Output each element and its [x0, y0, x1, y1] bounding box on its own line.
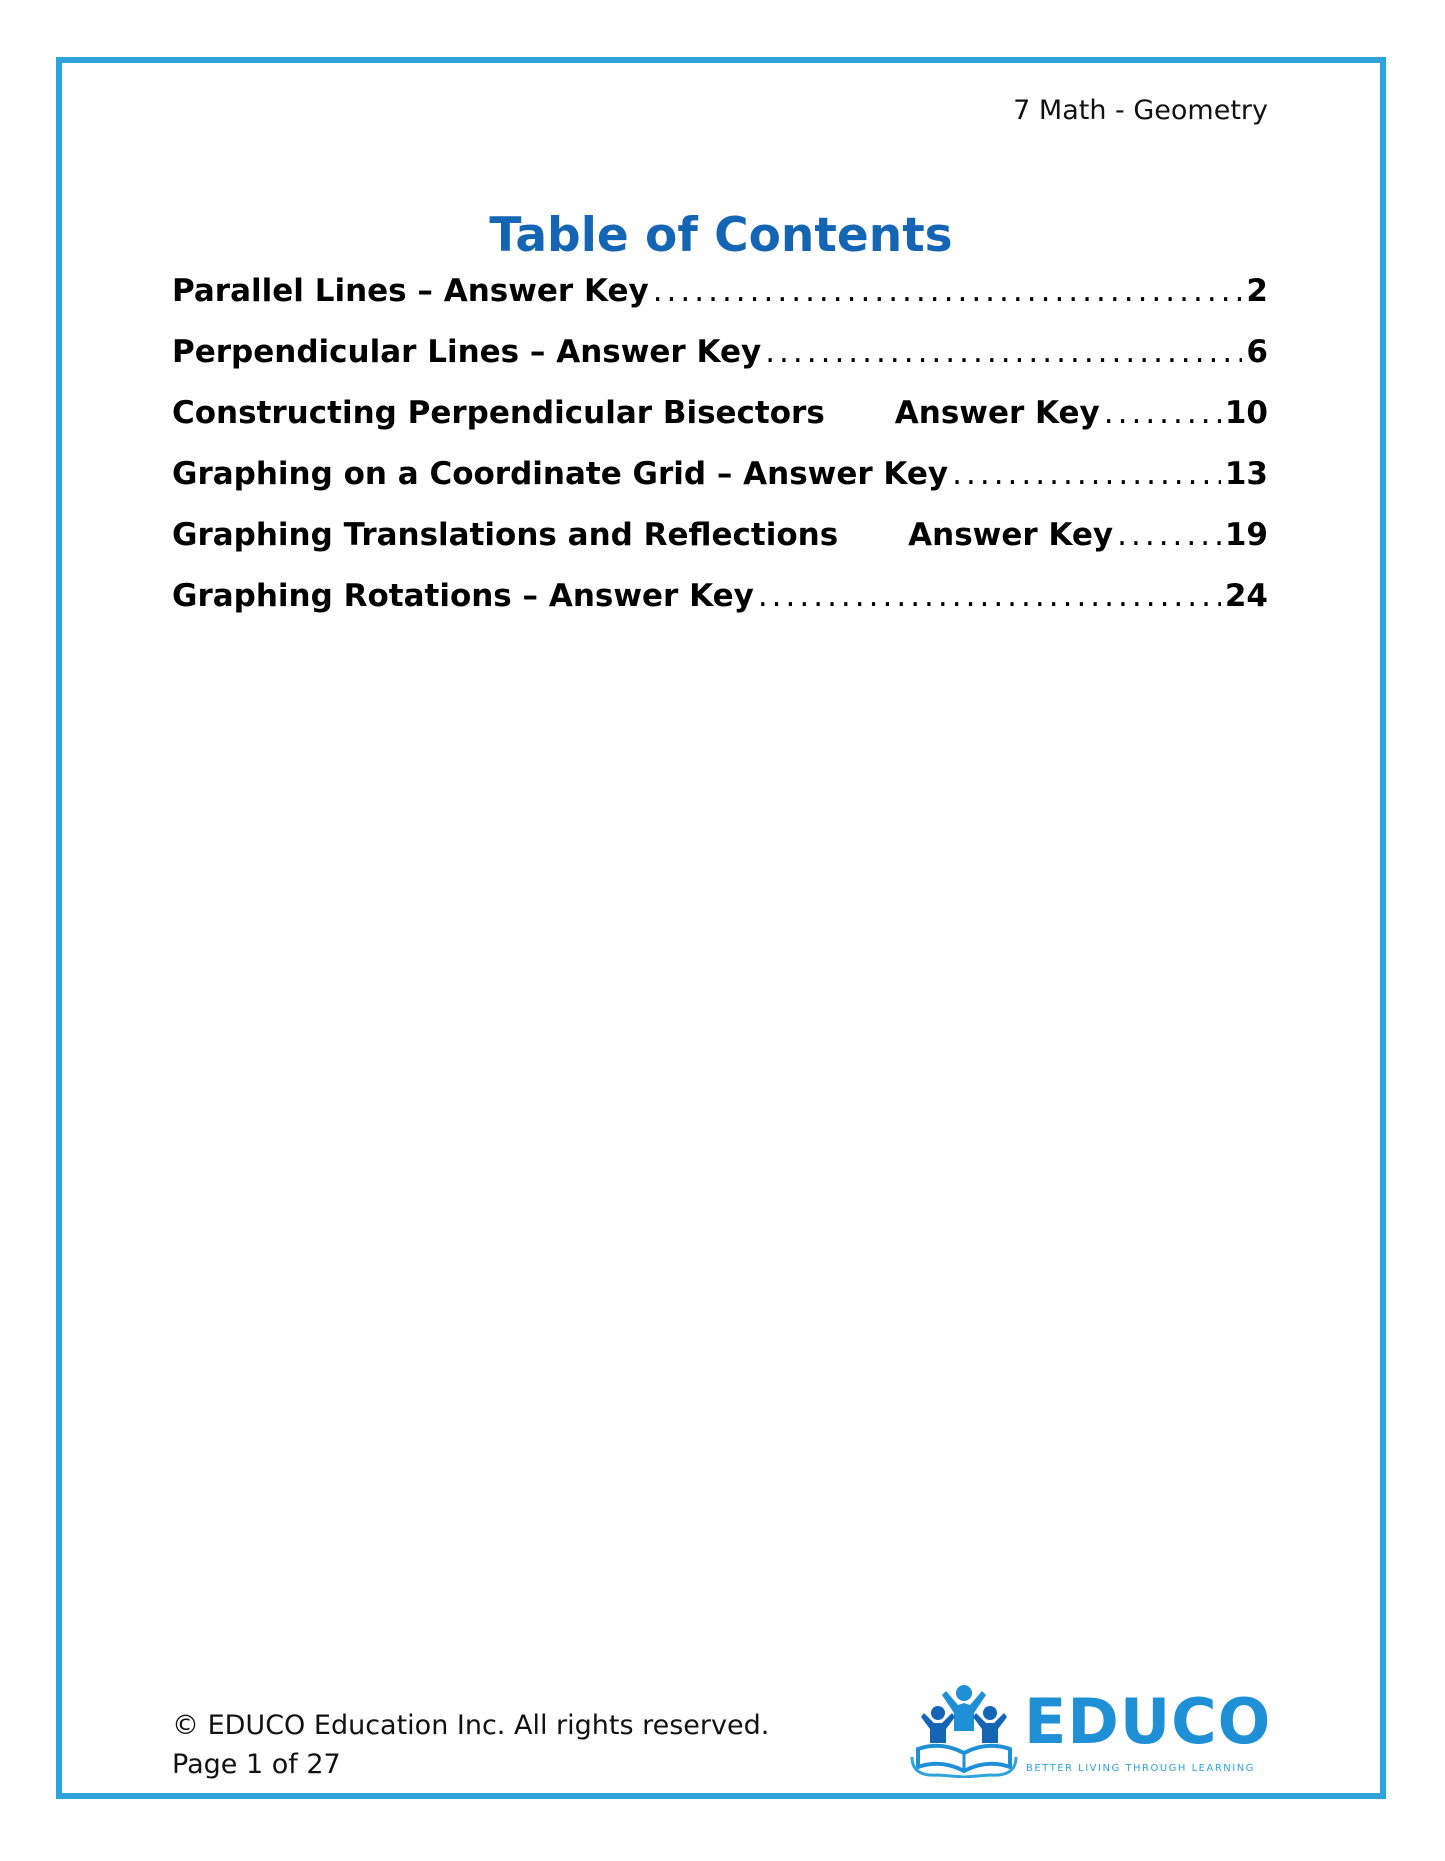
page-frame: [56, 57, 1386, 1799]
toc-entry-suffix: Answer Key: [894, 395, 1100, 431]
toc-page-number: 10: [1224, 395, 1268, 431]
toc-page-number: 2: [1246, 273, 1268, 309]
toc-entry-title: Graphing on a Coordinate Grid – Answer Key: [172, 456, 949, 492]
toc-list: [172, 273, 1268, 639]
toc-title: Table of Contents: [489, 208, 953, 263]
footer-copyright: © EDUCO Education Inc. All rights reserved.: [172, 1710, 770, 1741]
toc-entry-suffix: Answer Key: [908, 517, 1114, 553]
toc-page-number: 24: [1224, 578, 1268, 614]
toc-dot-leader: [653, 273, 1243, 309]
toc-dot-leader: [1104, 395, 1221, 431]
toc-entry-title: Graphing Translations and Reflections: [172, 517, 839, 553]
toc-dot-leader: [1117, 517, 1221, 553]
logo-tagline: BETTER LIVING THROUGH LEARNING: [1026, 1763, 1255, 1774]
toc-entry[interactable]: [172, 517, 1268, 578]
educo-people-book-icon: [908, 1683, 1020, 1778]
toc-page-number: 19: [1224, 517, 1268, 553]
toc-entry-title: Perpendicular Lines – Answer Key: [172, 334, 762, 370]
logo-wordmark: EDUCO: [1024, 1685, 1272, 1758]
toc-page-number: 13: [1224, 456, 1268, 492]
toc-entry[interactable]: [172, 578, 1268, 639]
header-subject: 7 Math - Geometry: [1013, 95, 1268, 126]
footer-page-number: Page 1 of 27: [172, 1749, 341, 1780]
toc-dot-leader: [765, 334, 1242, 370]
toc-entry[interactable]: [172, 456, 1268, 517]
educo-logo: [908, 1683, 1278, 1783]
toc-entry[interactable]: [172, 395, 1268, 456]
toc-page-number: 6: [1246, 334, 1268, 370]
toc-entry[interactable]: [172, 334, 1268, 395]
toc-entry-title: Parallel Lines – Answer Key: [172, 273, 649, 309]
toc-dot-leader: [758, 578, 1221, 614]
toc-dot-leader: [952, 456, 1221, 492]
toc-entry-title: Graphing Rotations – Answer Key: [172, 578, 754, 614]
toc-entry-title: Constructing Perpendicular Bisectors: [172, 395, 825, 431]
toc-entry[interactable]: [172, 273, 1268, 334]
